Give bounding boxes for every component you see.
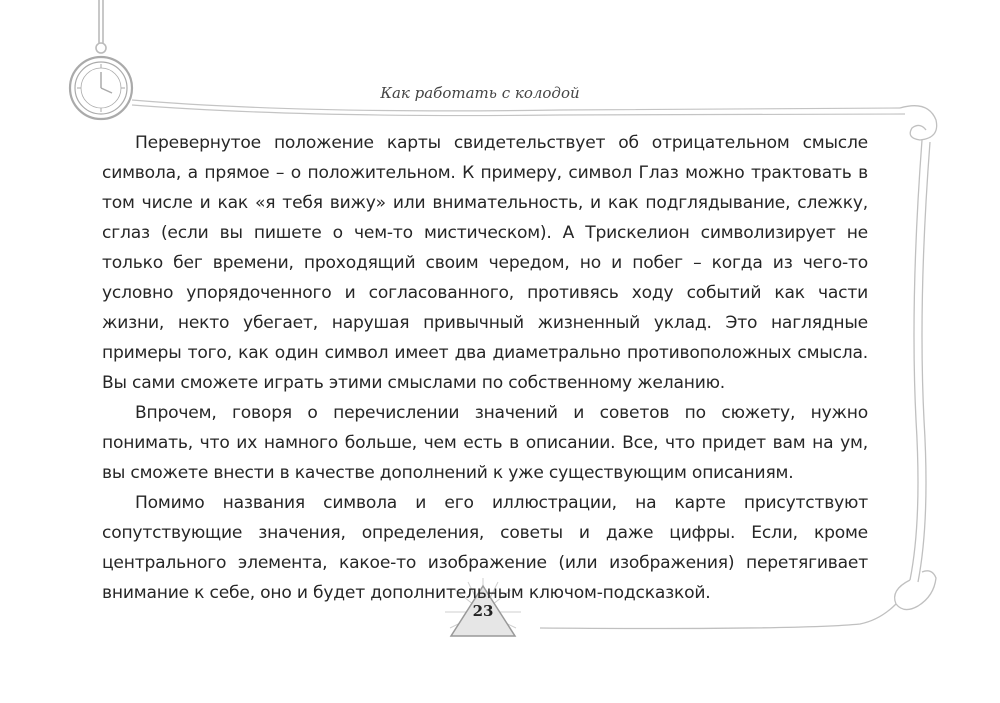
paragraph-1: Перевернутое положение карты свидетельствует об отрицательном смысле символа, а прямое – о положительном. К примеру, символ Глаз можно трактовать в том числе и как «я тебя вижу» или внимательность, и как подглядывание, слежку, сглаз (если вы пишете о чем-то мистическом). А Трискелион символизирует не только бег времени, проходящий своим чередом, но и побег – когда из чего-то условно упорядоченного и согласованного, противясь ходу событий как части жизни, некто убегает, нарушая привычный жизненный уклад. Это наглядные примеры того, как один символ имеет два диаметрально противоположных смысла. Вы сами сможете играть этими смыслами по собственному желанию. (102, 133, 868, 393)
paragraph-3: Помимо названия символа и его иллюстрации, на карте присутствуют сопутствующие значения, определения, советы и даже цифры. Если, кроме центрального элемента, какое-то изображение (или изображения) перетягивает внимание к себе, оно и будет дополнительным ключом-подсказкой. (102, 493, 868, 603)
running-title: Как работать с колодой (380, 84, 580, 102)
page-number: 23 (472, 602, 494, 620)
pocket-watch-icon (70, 57, 132, 119)
body-text (102, 128, 868, 608)
header-rule (132, 100, 905, 116)
watch-chain-icon (96, 0, 106, 53)
paragraph-2: Впрочем, говоря о перечислении значений и советов по сюжету, нужно понимать, что их намного больше, чем есть в описании. Все, что придет вам на ум, вы сможете внести в качестве дополнений к уже существующим описаниям. (102, 403, 868, 483)
